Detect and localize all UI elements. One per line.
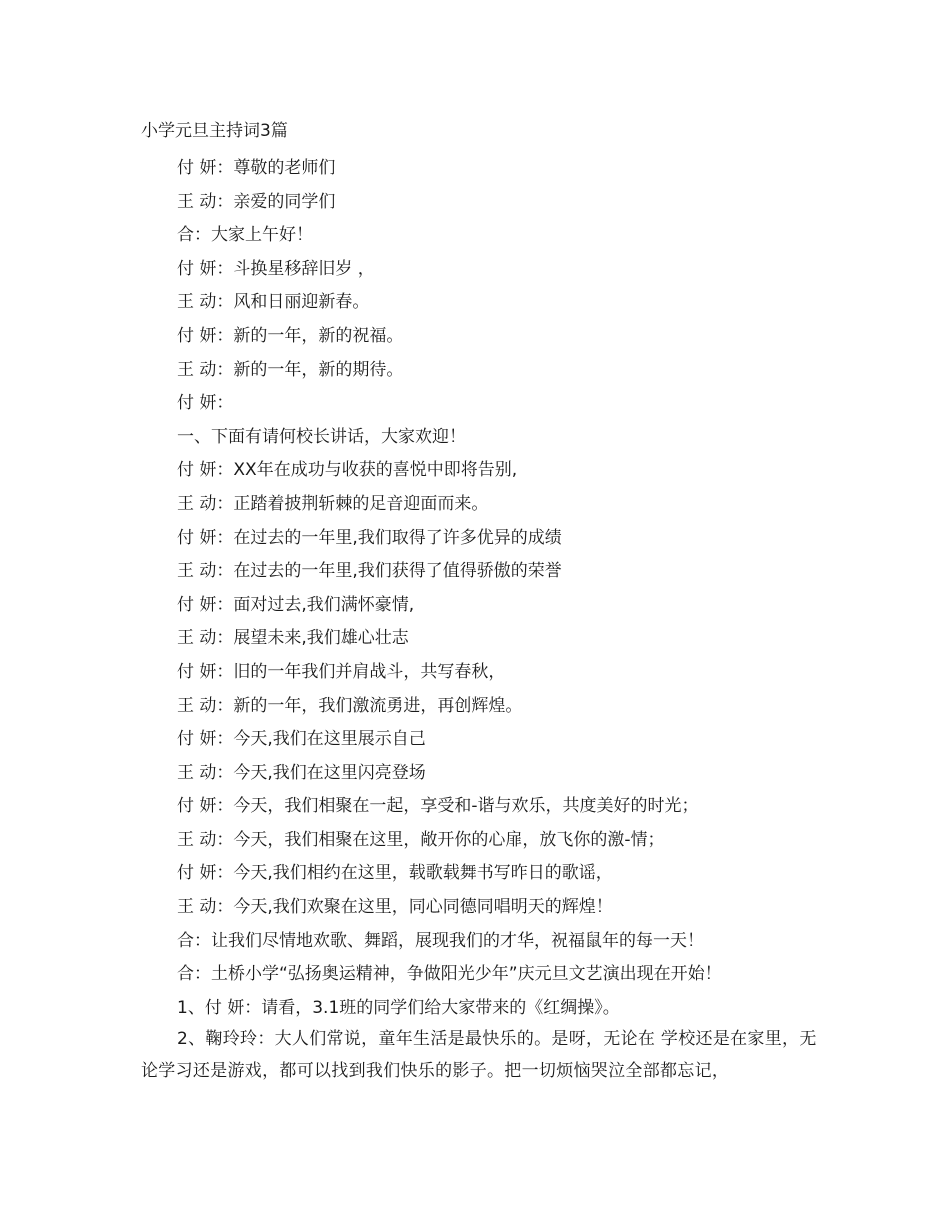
script-line: 合：土桥小学“弘扬奥运精神，争做阳光少年”庆元旦文艺演出现在开始！ <box>177 964 722 985</box>
script-line: 王 动：新的一年，新的期待。 <box>177 359 404 380</box>
script-line: 付 妍：XX年在成功与收获的喜悦中即将告别, <box>177 460 518 481</box>
script-line: 王 动：正踏着披荆斩棘的足音迎面而来。 <box>177 493 489 514</box>
script-lines <box>141 152 831 1025</box>
script-line: 王 动：在过去的一年里,我们获得了值得骄傲的荣誉 <box>177 561 562 582</box>
script-line: 付 妍：斗换星移辞旧岁 ， <box>177 258 375 279</box>
script-line: 付 妍：今天，我们相聚在一起，享受和-谐与欢乐，共度美好的时光； <box>177 796 699 817</box>
script-line: 王 动：今天,我们欢聚在这里，同心同德同唱明天的辉煌！ <box>177 897 613 918</box>
script-line: 王 动：亲爱的同学们 <box>177 191 336 212</box>
script-line: 付 妍：面对过去,我们满怀豪情, <box>177 594 415 615</box>
script-line: 付 妍： <box>177 393 234 414</box>
script-line: 付 妍：今天,我们相约在这里，载歌载舞书写昨日的歌谣， <box>177 863 613 884</box>
script-line: 合：大家上午好！ <box>177 225 313 246</box>
document-title: 小学元旦主持词3篇 <box>141 121 288 141</box>
script-line: 付 妍：在过去的一年里,我们取得了许多优异的成绩 <box>177 527 562 548</box>
body-paragraph: 2、鞠玲玲：大人们常说，童年生活是最快乐的。是呀，无论在 学校还是在家里，无论学习还是游戏，都可以找到我们快乐的影子。把一切烦恼哭泣全部都忘记， <box>141 1029 817 1081</box>
script-line: 付 妍：今天,我们在这里展示自己 <box>177 729 426 750</box>
script-line: 王 动：风和日丽迎新春。 <box>177 292 370 313</box>
script-line: 1、付 妍：请看，3.1班的同学们给大家带来的《红绸操》。 <box>177 997 620 1018</box>
script-line: 付 妍：新的一年，新的祝福。 <box>177 325 404 346</box>
script-line: 一、下面有请何校长讲话，大家欢迎！ <box>177 426 466 447</box>
script-line: 王 动：展望未来,我们雄心壮志 <box>177 628 409 649</box>
script-line: 付 妍：旧的一年我们并肩战斗，共写春秋， <box>177 661 506 682</box>
script-line: 王 动：今天,我们在这里闪亮登场 <box>177 762 426 783</box>
script-line: 王 动：新的一年，我们激流勇进，再创辉煌。 <box>177 695 523 716</box>
script-line: 合：让我们尽情地欢歌、舞蹈，展现我们的才华，祝福鼠年的每一天！ <box>177 930 704 951</box>
script-line: 付 妍：尊敬的老师们 <box>177 158 336 178</box>
script-line: 王 动：今天，我们相聚在这里，敞开你的心扉，放飞你的激-情； <box>177 829 665 850</box>
